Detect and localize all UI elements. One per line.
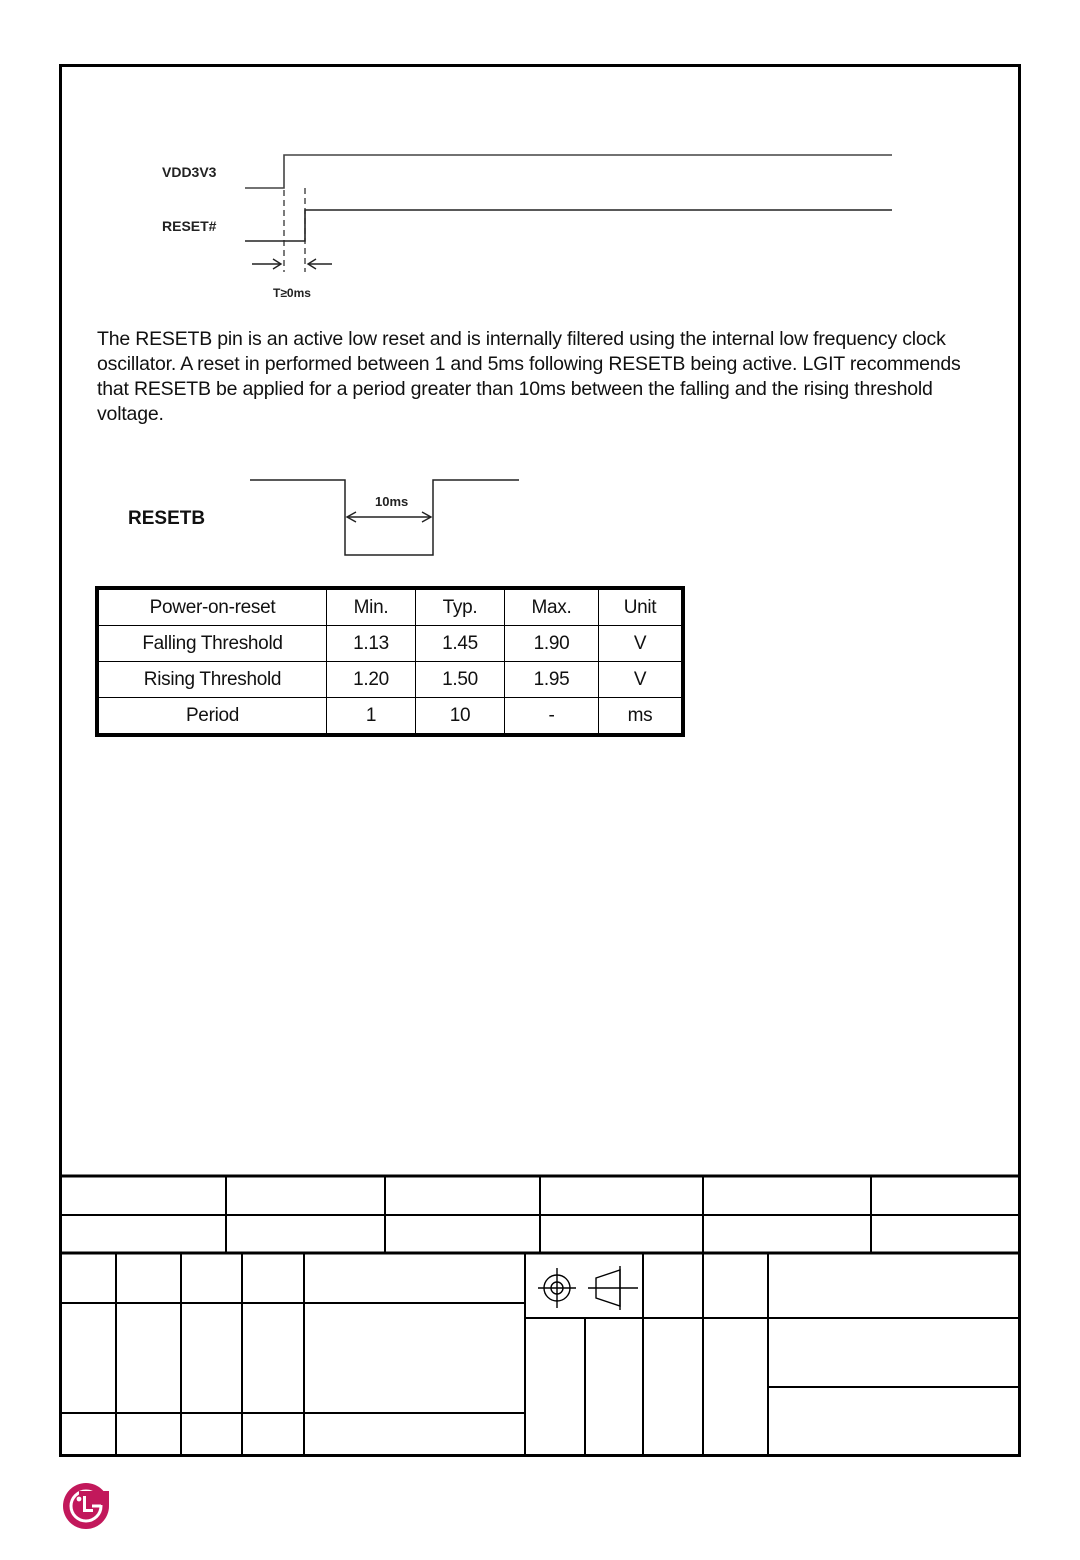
pulse-width-label: 10ms (375, 494, 409, 509)
table-cell: 1 (327, 698, 416, 736)
table-cell: Period (97, 698, 327, 736)
table-cell: V (599, 662, 684, 698)
projection-symbol-icon (538, 1266, 638, 1310)
table-cell: ms (599, 698, 684, 736)
reset-description: The RESETB pin is an active low reset and is internally filtered using the internal low frequency clock oscillator. A reset in performed between 1 and 5ms following RESETB being active. LGIT recommends that RESETB be applied for a period greater than 10ms between the falling and the rising threshold voltage. (97, 328, 961, 425)
table-cell: - (505, 698, 599, 736)
vdd3v3-label: VDD3V3 (162, 164, 217, 180)
table-cell: 1.50 (416, 662, 505, 698)
table-cell: V (599, 626, 684, 662)
lg-logo-icon (62, 1482, 110, 1530)
table-cell: 1.45 (416, 626, 505, 662)
header-cell: Unit (599, 588, 684, 626)
table-cell: 1.90 (505, 626, 599, 662)
table-cell: 1.95 (505, 662, 599, 698)
delay-label: T≥0ms (273, 286, 311, 300)
header-cell: Min. (327, 588, 416, 626)
table-cell: 10 (416, 698, 505, 736)
header-cell: Power-on-reset (97, 588, 327, 626)
resetb-label: RESETB (128, 508, 206, 529)
table-cell: 1.13 (327, 626, 416, 662)
reset-hash-label: RESET# (162, 218, 217, 234)
header-cell: Typ. (416, 588, 505, 626)
header-cell: Max. (505, 588, 599, 626)
table-cell: Falling Threshold (97, 626, 327, 662)
table-cell: 1.20 (327, 662, 416, 698)
table-cell: Rising Threshold (97, 662, 327, 698)
